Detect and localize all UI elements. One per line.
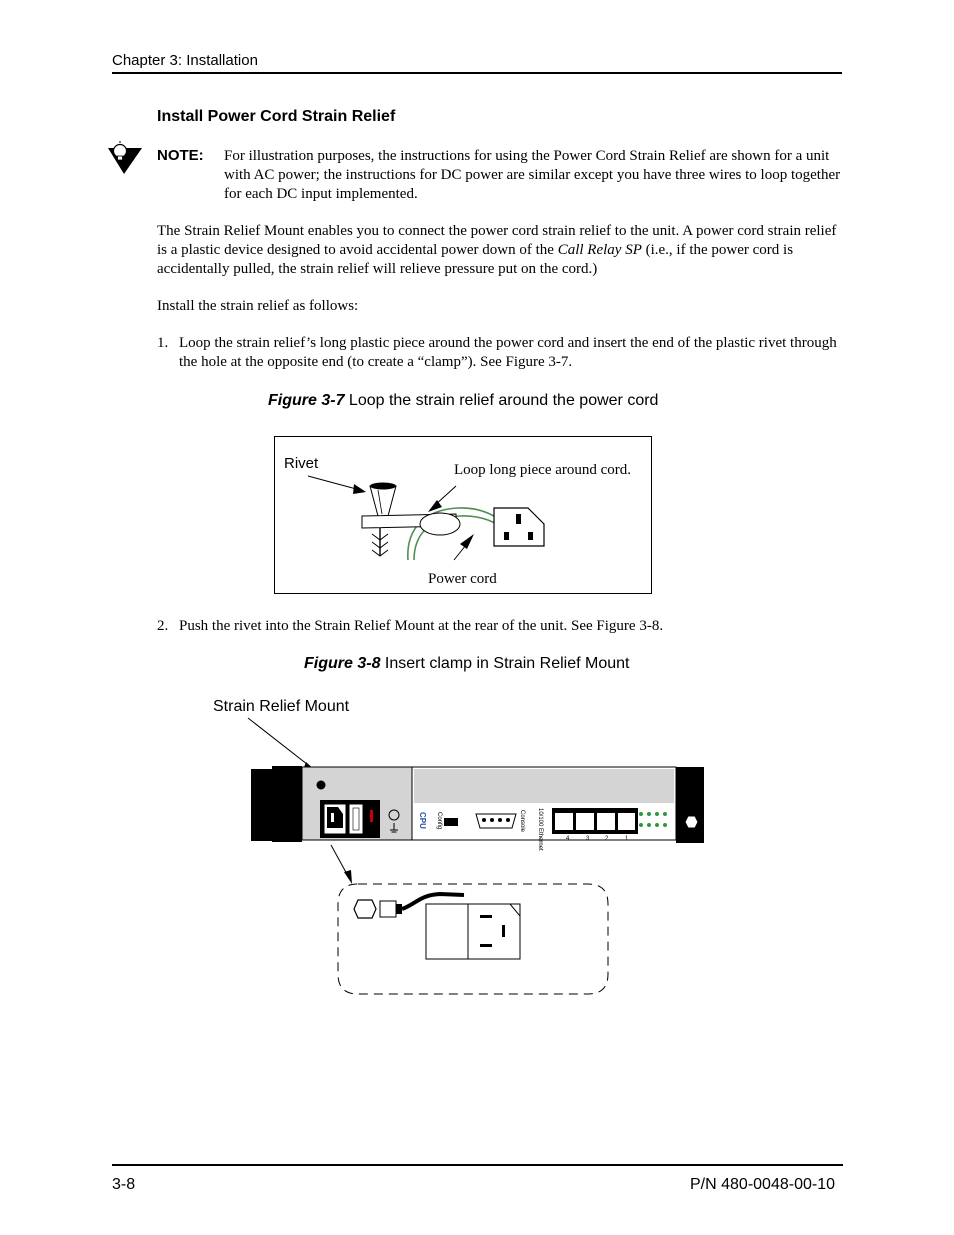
figure-label: Figure 3-7 [268, 392, 345, 409]
running-head: Chapter 3: Installation [112, 52, 258, 69]
callout-loop: Loop long piece around cord. [454, 462, 632, 478]
callout-strain-relief-mount: Strain Relief Mount [213, 698, 350, 715]
figure-caption-text: Insert clamp in Strain Relief Mount [380, 655, 630, 672]
callout-power-cord: Power cord [428, 571, 497, 587]
intro-text-end: (i.e., if the power cord is accidentally pulled, the strain relief will relieve pressure put on the cord.) [157, 242, 794, 277]
section-title: Install Power Cord Strain Relief [157, 108, 396, 125]
install-paragraph: Install the strain relief as follows: [157, 298, 359, 314]
step-1 [157, 334, 847, 374]
figure-3-8-illustration [213, 690, 710, 1000]
panel-config-label: Config [436, 812, 442, 830]
note-label: NOTE: [157, 147, 204, 164]
port-number: 3 [586, 836, 590, 842]
product-name: Call Relay SP [557, 242, 642, 258]
panel-console-label: Console [519, 810, 525, 833]
callout-rivet: Rivet [284, 455, 319, 472]
note-lightbulb-icon [108, 142, 144, 176]
panel-cpu-label: CPU [418, 812, 427, 829]
port-number: 1 [625, 836, 629, 842]
figure-3-7-illustration [274, 436, 652, 594]
port-number: 2 [605, 836, 609, 842]
header-rule [112, 72, 842, 74]
intro-text-start: The Strain Relief Mount enables you to connect the power cord strain relief to the unit. A power cord strain relief is a plastic device designed to avoid accidental power down of the [157, 223, 837, 258]
intro-paragraph [157, 222, 847, 279]
page-number: 3-8 [112, 1176, 136, 1193]
footer-rule [112, 1164, 843, 1166]
figure-3-7-caption [268, 392, 658, 410]
step-text: Loop the strain relief’s long plastic piece around the power cord and insert the end of the plastic rivet through the hole at the opposite end (to create a “clamp”). See Figure 3-7. [179, 335, 837, 370]
port-number: 4 [566, 836, 570, 842]
part-number: P/N 480-0048-00-10 [690, 1176, 835, 1193]
figure-label: Figure 3-8 [304, 655, 381, 672]
step-text: Push the rivet into the Strain Relief Mount at the rear of the unit. See Figure 3-8. [179, 618, 664, 634]
step-number: 2. [157, 618, 169, 634]
note-text: For illustration purposes, the instructions for using the Power Cord Strain Relief are shown for a unit with AC power; the instructions for DC power are similar except you have three wires to loop together for each DC input implemented. [224, 148, 841, 202]
figure-3-8-caption [304, 655, 629, 673]
step-2 [157, 617, 847, 637]
panel-ethernet-label: 10/100 Ethernet [537, 808, 543, 851]
figure-caption-text: Loop the strain relief around the power cord [344, 392, 659, 409]
step-number: 1. [157, 335, 169, 351]
